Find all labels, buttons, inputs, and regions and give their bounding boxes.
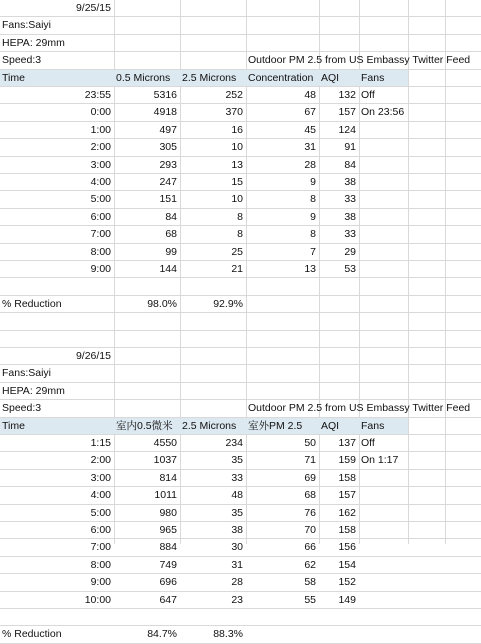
date-cell[interactable]: 9/26/15 xyxy=(75,350,111,362)
time-cell[interactable]: 7:00 xyxy=(90,228,111,241)
reduction-05-value[interactable]: 84.7% xyxy=(147,628,177,641)
time-cell[interactable]: 0:00 xyxy=(90,106,111,119)
sheet-row xyxy=(0,365,481,382)
pm25-cell[interactable]: 8 xyxy=(237,210,243,223)
time-cell[interactable]: 3:00 xyxy=(90,471,111,484)
column-header-aqi[interactable]: AQI xyxy=(321,71,340,84)
reduction-label[interactable]: % Reduction xyxy=(2,628,62,641)
pm05-cell[interactable]: 1011 xyxy=(154,489,177,502)
pm05-cell[interactable]: 696 xyxy=(159,576,177,589)
pm25-cell[interactable]: 16 xyxy=(231,123,243,136)
sheet-row xyxy=(0,261,481,278)
concentration-cell[interactable]: 62 xyxy=(304,558,316,571)
fans-status-cell[interactable] xyxy=(359,470,410,486)
concentration-cell[interactable]: 71 xyxy=(304,454,316,467)
aqi-cell[interactable]: 149 xyxy=(338,593,356,606)
fans-model-cell[interactable]: Fans:Saiyi xyxy=(2,19,52,32)
pm25-cell[interactable]: 370 xyxy=(225,106,243,119)
aqi-cell[interactable]: 157 xyxy=(338,489,356,502)
aqi-cell[interactable]: 158 xyxy=(338,524,356,536)
pm25-cell[interactable]: 13 xyxy=(231,158,243,171)
fans-status-cell[interactable] xyxy=(359,592,410,608)
pm25-cell[interactable]: 28 xyxy=(231,576,243,589)
concentration-cell[interactable]: 9 xyxy=(310,176,316,188)
pm25-cell[interactable]: 35 xyxy=(231,454,243,467)
pm05-cell[interactable]: 647 xyxy=(159,593,177,606)
fans-status-cell[interactable] xyxy=(359,505,410,521)
time-cell[interactable]: 5:00 xyxy=(90,193,111,206)
fans-status-cell[interactable] xyxy=(359,139,410,155)
time-cell[interactable]: 6:00 xyxy=(90,210,111,223)
time-cell[interactable]: 1:00 xyxy=(90,123,111,136)
time-cell[interactable]: 3:00 xyxy=(90,158,111,171)
reduction-25-value[interactable]: 92.9% xyxy=(213,297,243,310)
sheet-row xyxy=(0,435,481,452)
aqi-cell[interactable]: 38 xyxy=(344,176,356,188)
fans-status-cell[interactable] xyxy=(359,261,410,277)
time-cell[interactable]: 5:00 xyxy=(90,506,111,519)
time-cell[interactable]: 8:00 xyxy=(90,245,111,258)
fans-status-cell[interactable] xyxy=(359,574,410,590)
aqi-cell[interactable]: 162 xyxy=(338,506,356,519)
fans-status-cell[interactable] xyxy=(359,244,410,260)
aqi-cell[interactable]: 53 xyxy=(344,263,356,275)
pm25-cell[interactable]: 10 xyxy=(231,193,243,206)
fans-status-cell[interactable] xyxy=(359,539,410,555)
pm05-cell[interactable]: 497 xyxy=(159,123,177,136)
aqi-cell[interactable]: 84 xyxy=(344,158,356,171)
aqi-cell[interactable]: 157 xyxy=(338,106,356,119)
pm25-cell[interactable]: 31 xyxy=(231,558,243,571)
sheet-row xyxy=(0,609,481,626)
sheet-row xyxy=(0,157,481,174)
sheet-row xyxy=(0,470,481,487)
concentration-cell[interactable]: 8 xyxy=(310,193,316,206)
fans-status-cell[interactable] xyxy=(359,557,410,573)
sheet-row xyxy=(0,418,481,435)
hepa-cell[interactable]: HEPA: 29mm xyxy=(2,384,65,397)
pm25-cell[interactable]: 21 xyxy=(231,263,243,275)
pm05-cell[interactable]: 814 xyxy=(159,471,177,484)
concentration-cell[interactable]: 68 xyxy=(304,489,316,502)
concentration-cell[interactable]: 13 xyxy=(304,263,316,275)
aqi-cell[interactable]: 124 xyxy=(338,123,356,136)
concentration-cell[interactable]: 9 xyxy=(310,210,316,223)
column-header-time[interactable]: Time xyxy=(2,71,25,84)
pm05-cell[interactable]: 749 xyxy=(159,558,177,571)
sheet-row xyxy=(0,104,481,121)
pm25-cell[interactable]: 48 xyxy=(231,489,243,502)
sheet-row xyxy=(0,400,481,417)
time-cell[interactable]: 9:00 xyxy=(90,263,111,275)
time-cell[interactable]: 2:00 xyxy=(90,141,111,154)
time-cell[interactable]: 23:55 xyxy=(84,89,111,101)
time-cell[interactable]: 10:00 xyxy=(84,593,111,606)
sheet-row xyxy=(0,574,481,591)
pm05-cell[interactable]: 151 xyxy=(159,193,177,206)
sheet-row xyxy=(0,17,481,34)
pm05-cell[interactable]: 144 xyxy=(159,263,177,275)
sheet-row xyxy=(0,505,481,522)
hepa-cell[interactable]: HEPA: 29mm xyxy=(2,36,65,49)
time-cell[interactable]: 7:00 xyxy=(90,541,111,554)
fans-status-cell[interactable] xyxy=(359,226,410,242)
aqi-cell[interactable]: 33 xyxy=(344,228,356,241)
sheet-row xyxy=(0,244,481,261)
concentration-cell[interactable]: 48 xyxy=(304,89,316,101)
fans-status-cell[interactable] xyxy=(359,487,410,503)
pm25-cell[interactable]: 25 xyxy=(231,245,243,258)
column-header-05-microns[interactable]: 0.5 Microns xyxy=(116,71,171,84)
sheet-row xyxy=(0,539,481,556)
concentration-cell[interactable]: 58 xyxy=(304,576,316,589)
column-header-concentration[interactable]: Concentration xyxy=(248,71,314,84)
pm25-cell[interactable]: 8 xyxy=(237,228,243,241)
pm05-cell[interactable]: 4918 xyxy=(153,106,177,119)
time-cell[interactable]: 4:00 xyxy=(90,489,111,502)
column-header-aqi[interactable]: AQI xyxy=(321,419,340,432)
concentration-cell[interactable]: 7 xyxy=(310,245,316,258)
pm05-cell[interactable]: 247 xyxy=(159,176,177,188)
column-header-fans[interactable]: Fans xyxy=(361,419,385,432)
sheet-row xyxy=(0,52,481,69)
pm25-cell[interactable]: 30 xyxy=(231,541,243,554)
sheet-row xyxy=(0,626,481,643)
time-cell[interactable]: 2:00 xyxy=(90,454,111,467)
column-header-25-microns[interactable]: 2.5 Microns xyxy=(182,419,237,432)
pm25-cell[interactable]: 15 xyxy=(231,176,243,188)
aqi-cell[interactable]: 154 xyxy=(338,558,356,571)
aqi-cell[interactable]: 156 xyxy=(338,541,356,554)
fans-status-cell[interactable]: Off xyxy=(361,89,375,101)
pm25-cell[interactable]: 33 xyxy=(231,471,243,484)
sheet-row xyxy=(0,209,481,226)
column-header-time[interactable]: Time xyxy=(2,419,25,432)
aqi-cell[interactable]: 91 xyxy=(344,141,356,154)
concentration-cell[interactable]: 31 xyxy=(304,141,316,154)
aqi-cell[interactable]: 33 xyxy=(344,193,356,206)
pm25-cell[interactable]: 252 xyxy=(225,89,243,101)
fans-status-cell[interactable]: On 23:56 xyxy=(361,106,405,119)
sheet-row xyxy=(0,174,481,191)
column-header-25-microns[interactable]: 2.5 Microns xyxy=(182,71,237,84)
pm25-cell[interactable]: 35 xyxy=(231,506,243,519)
sheet-row xyxy=(0,331,481,348)
pm25-cell[interactable]: 10 xyxy=(231,141,243,154)
concentration-cell[interactable]: 67 xyxy=(304,106,316,119)
sheet-row xyxy=(0,87,481,104)
speed-cell[interactable]: Speed:3 xyxy=(2,54,42,67)
fans-status-cell[interactable] xyxy=(359,209,410,225)
fans-status-cell[interactable] xyxy=(359,122,410,138)
pm05-cell[interactable]: 5316 xyxy=(153,89,177,101)
sheet-row xyxy=(0,557,481,574)
sheet-row xyxy=(0,191,481,208)
fans-status-cell[interactable] xyxy=(359,191,410,207)
fans-status-cell[interactable] xyxy=(359,174,410,190)
time-cell[interactable]: 8:00 xyxy=(90,558,111,571)
pm05-cell[interactable]: 68 xyxy=(165,228,177,241)
concentration-cell[interactable]: 55 xyxy=(304,593,316,606)
concentration-cell[interactable]: 8 xyxy=(310,228,316,241)
sheet-row xyxy=(0,35,481,52)
aqi-cell[interactable]: 158 xyxy=(338,471,356,484)
sheet-row xyxy=(0,0,481,17)
concentration-cell[interactable]: 70 xyxy=(304,524,316,536)
column-header-fans[interactable]: Fans xyxy=(361,71,385,84)
pm05-cell[interactable]: 305 xyxy=(159,141,177,154)
pm05-cell[interactable]: 1037 xyxy=(153,454,177,467)
time-cell[interactable]: 6:00 xyxy=(90,524,111,536)
sheet-row xyxy=(0,348,481,365)
speed-cell[interactable]: Speed:3 xyxy=(2,402,42,415)
column-header-05-microns[interactable]: 室内0.5微米 xyxy=(116,419,173,432)
pm25-cell[interactable]: 38 xyxy=(231,524,243,536)
aqi-cell[interactable]: 152 xyxy=(338,576,356,589)
aqi-cell[interactable]: 29 xyxy=(344,245,356,258)
fans-status-cell[interactable]: On 1:17 xyxy=(361,454,399,467)
sheet-row xyxy=(0,313,481,330)
time-cell[interactable]: 4:00 xyxy=(90,176,111,188)
sheet-row xyxy=(0,487,481,504)
sheet-row xyxy=(0,592,481,609)
reduction-05-value[interactable]: 98.0% xyxy=(147,297,177,310)
sheet-row xyxy=(0,139,481,156)
sheet-row xyxy=(0,383,481,400)
sheet-row xyxy=(0,70,481,87)
sheet-row xyxy=(0,278,481,295)
pm05-cell[interactable]: 99 xyxy=(165,245,177,258)
pm05-cell[interactable]: 980 xyxy=(159,506,177,519)
feed-title-cell[interactable]: Outdoor PM 2.5 from US Embassy Twitter Feed xyxy=(248,402,471,415)
concentration-cell[interactable]: 76 xyxy=(304,506,316,519)
aqi-cell[interactable]: 137 xyxy=(338,437,356,449)
time-cell[interactable]: 1:15 xyxy=(90,437,111,449)
time-cell[interactable]: 9:00 xyxy=(90,576,111,589)
reduction-label[interactable]: % Reduction xyxy=(2,297,62,310)
feed-title-cell[interactable]: Outdoor PM 2.5 from US Embassy Twitter Feed xyxy=(248,54,471,67)
aqi-cell[interactable]: 132 xyxy=(338,89,356,101)
pm05-cell[interactable]: 4550 xyxy=(153,437,177,449)
pm25-cell[interactable]: 234 xyxy=(225,437,243,449)
sheet-row xyxy=(0,522,481,539)
column-header-concentration[interactable]: 室外PM 2.5 xyxy=(248,419,303,432)
date-cell[interactable]: 9/25/15 xyxy=(75,2,111,14)
pm05-cell[interactable]: 884 xyxy=(159,541,177,554)
fans-status-cell[interactable] xyxy=(359,157,410,173)
sheet-row xyxy=(0,122,481,139)
concentration-cell[interactable]: 28 xyxy=(304,158,316,171)
pm05-cell[interactable]: 965 xyxy=(159,524,177,536)
sheet-row xyxy=(0,296,481,313)
pm05-cell[interactable]: 293 xyxy=(159,158,177,171)
fans-status-cell[interactable] xyxy=(359,522,410,538)
concentration-cell[interactable]: 45 xyxy=(304,123,316,136)
pm25-cell[interactable]: 23 xyxy=(231,593,243,606)
pm05-cell[interactable]: 84 xyxy=(165,210,177,223)
aqi-cell[interactable]: 38 xyxy=(344,210,356,223)
sheet-row xyxy=(0,226,481,243)
aqi-cell[interactable]: 159 xyxy=(338,454,356,467)
sheet-row xyxy=(0,452,481,469)
fans-status-cell[interactable]: Off xyxy=(361,437,375,449)
reduction-25-value[interactable]: 88.3% xyxy=(213,628,243,641)
concentration-cell[interactable]: 50 xyxy=(304,437,316,449)
concentration-cell[interactable]: 66 xyxy=(304,541,316,554)
fans-model-cell[interactable]: Fans:Saiyi xyxy=(2,367,52,380)
concentration-cell[interactable]: 69 xyxy=(304,471,316,484)
